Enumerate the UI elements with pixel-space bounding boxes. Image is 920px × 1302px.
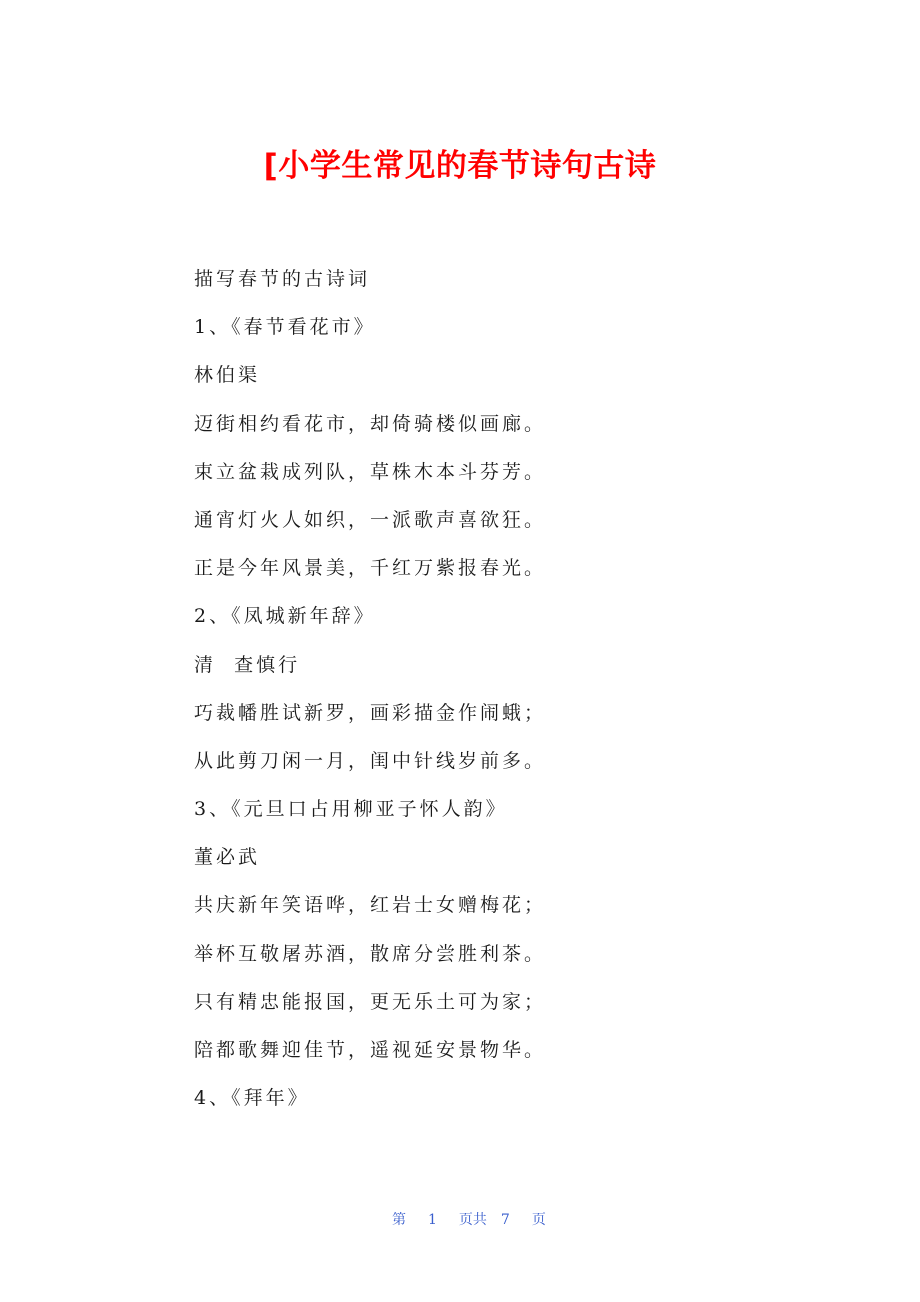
body-line: 描写春节的古诗词 — [194, 268, 371, 290]
body-line: 通宵灯火人如织，一派歌声喜欲狂。 — [194, 508, 547, 531]
body-line: 3、《元旦口占用柳亚子怀人韵》 — [194, 798, 508, 821]
footer-middle: 页共 — [458, 1212, 487, 1228]
body-line: 迈街相约看花市，却倚骑楼似画廊。 — [194, 412, 547, 435]
body-line: 林伯渠 — [194, 364, 261, 387]
footer-suffix: 页 — [531, 1212, 546, 1228]
footer-prefix: 第 — [391, 1212, 406, 1228]
body-line: 举杯互敬屠苏酒，散席分尝胜利茶。 — [194, 942, 547, 965]
body-line: 正是今年风景美，千红万紫报春光。 — [194, 557, 547, 580]
body-line: 董必武 — [194, 846, 261, 869]
page-footer — [0, 1187, 920, 1253]
body-line: 2、《凤城新年辞》 — [194, 605, 376, 628]
body-line: 从此剪刀闲一月，闺中针线岁前多。 — [194, 749, 547, 772]
body-line: 1、《春节看花市》 — [194, 316, 376, 339]
footer-page-number: 1 — [427, 1212, 437, 1228]
body-line: 清 查慎行 — [194, 653, 301, 676]
body-line: 巧裁幡胜试新罗，画彩描金作闹蛾； — [194, 701, 547, 724]
body-line: 陪都歌舞迎佳节，遥视延安景物华。 — [194, 1039, 547, 1061]
body-line: 4、《拜年》 — [194, 1087, 310, 1110]
body-line: 束立盆栽成列队，草株木本斗芬芳。 — [194, 460, 547, 483]
footer-total-pages: 7 — [500, 1212, 510, 1228]
body-line: 共庆新年笑语哗，红岩士女赠梅花； — [194, 894, 547, 917]
document-title: [小学生常见的春节诗句古诗 — [263, 148, 657, 184]
document-body — [194, 262, 754, 1129]
body-line: 只有精忠能报国，更无乐土可为家； — [194, 990, 547, 1013]
